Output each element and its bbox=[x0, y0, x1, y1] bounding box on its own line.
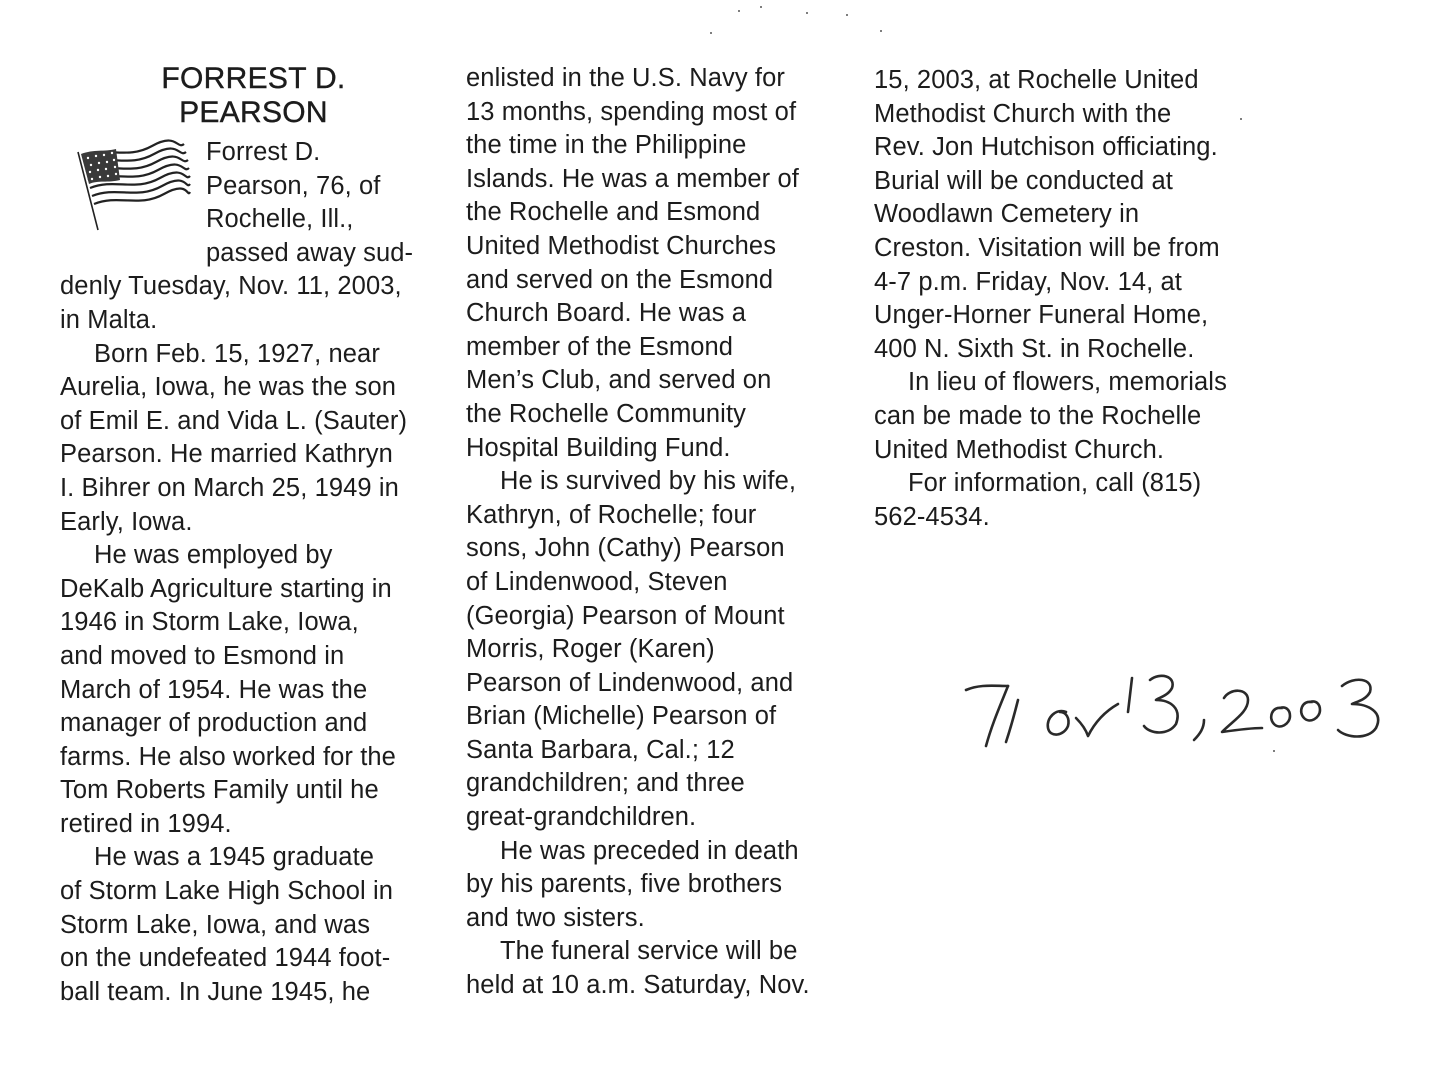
body-line: Burial will be conducted at bbox=[874, 166, 1173, 195]
body-line: For information, call (815) bbox=[908, 469, 1202, 498]
body-line: Forrest D. bbox=[206, 138, 321, 166]
column-2-body bbox=[466, 62, 838, 1003]
scan-speck bbox=[846, 14, 848, 16]
body-line: Brian (Michelle) Pearson of bbox=[466, 702, 777, 731]
body-line: Tom Roberts Family until he bbox=[60, 776, 379, 805]
body-line: of Lindenwood, Steven bbox=[466, 567, 728, 596]
body-line: in Malta. bbox=[60, 305, 158, 334]
scan-speck bbox=[738, 10, 740, 12]
body-line: and moved to Esmond in bbox=[60, 641, 345, 670]
body-line: denly Tuesday, Nov. 11, 2003, bbox=[60, 272, 402, 301]
body-line: In lieu of flowers, memorials bbox=[908, 368, 1227, 397]
body-line: enlisted in the U.S. Navy for bbox=[466, 64, 785, 92]
body-line: Creston. Visitation will be from bbox=[874, 233, 1220, 262]
body-line: I. Bihrer on March 25, 1949 in bbox=[60, 473, 399, 502]
body-line: on the undefeated 1944 foot- bbox=[60, 944, 391, 973]
body-line: grandchildren; and three bbox=[466, 769, 745, 798]
body-line: 15, 2003, at Rochelle United bbox=[874, 66, 1199, 94]
body-line: farms. He also worked for the bbox=[60, 742, 396, 771]
column-3 bbox=[874, 64, 1254, 534]
body-line: Pearson of Lindenwood, and bbox=[466, 668, 794, 697]
body-line: manager of production and bbox=[60, 709, 368, 738]
body-line: Morris, Roger (Karen) bbox=[466, 635, 715, 664]
body-line: Islands. He was a member of bbox=[466, 164, 799, 193]
body-line: the time in the Philippine bbox=[466, 131, 747, 160]
body-line: Born Feb. 15, 1927, near bbox=[94, 339, 380, 368]
body-line: He was preceded in death bbox=[500, 836, 799, 865]
handwritten-date bbox=[960, 660, 1430, 770]
body-line: and served on the Esmond bbox=[466, 265, 774, 294]
body-line: The funeral service will be bbox=[500, 937, 798, 966]
headline-line: FORREST D. bbox=[161, 62, 346, 95]
scan-speck bbox=[1273, 750, 1275, 752]
body-line: great-grandchildren. bbox=[466, 803, 697, 832]
body-line: Aurelia, Iowa, he was the son bbox=[60, 373, 397, 402]
body-line: Pearson, 76, of bbox=[206, 171, 381, 200]
body-line: Rochelle, Ill., bbox=[206, 205, 354, 234]
body-line: Church Board. He was a bbox=[466, 299, 746, 328]
body-line: Kathryn, of Rochelle; four bbox=[466, 500, 757, 529]
column-3-body bbox=[874, 64, 1254, 534]
body-line: held at 10 a.m. Saturday, Nov. bbox=[466, 971, 810, 1000]
body-line: ball team. In June 1945, he bbox=[60, 977, 371, 1006]
body-line: the Rochelle Community bbox=[466, 399, 746, 428]
body-line: He is survived by his wife, bbox=[500, 467, 797, 496]
body-line: member of the Esmond bbox=[466, 332, 734, 361]
body-line: Santa Barbara, Cal.; 12 bbox=[466, 735, 735, 764]
body-line: Woodlawn Cemetery in bbox=[874, 200, 1140, 229]
scan-speck bbox=[760, 6, 762, 8]
body-line: can be made to the Rochelle bbox=[874, 401, 1202, 430]
scan-speck bbox=[806, 12, 808, 14]
body-line: Methodist Church with the bbox=[874, 99, 1172, 128]
scan-speck bbox=[880, 30, 882, 32]
scan-speck bbox=[710, 32, 712, 34]
body-line: 562-4534. bbox=[874, 502, 990, 531]
body-line: March of 1954. He was the bbox=[60, 675, 368, 704]
scan-speck bbox=[1240, 118, 1242, 120]
column-1-body bbox=[60, 270, 435, 1009]
body-line: the Rochelle and Esmond bbox=[466, 198, 761, 227]
body-line: Pearson. He married Kathryn bbox=[60, 440, 393, 469]
body-line: 4-7 p.m. Friday, Nov. 14, at bbox=[874, 267, 1182, 296]
body-line: United Methodist Churches bbox=[466, 231, 777, 260]
body-line: 1946 in Storm Lake, Iowa, bbox=[60, 608, 359, 637]
body-line: of Storm Lake High School in bbox=[60, 877, 394, 906]
body-line: He was a 1945 graduate bbox=[94, 843, 375, 872]
body-line: and two sisters. bbox=[466, 903, 645, 932]
body-line: United Methodist Church. bbox=[874, 435, 1165, 464]
body-line: retired in 1994. bbox=[60, 809, 232, 838]
body-line: Rev. Jon Hutchison officiating. bbox=[874, 133, 1218, 162]
body-line: (Georgia) Pearson of Mount bbox=[466, 601, 785, 630]
column-1 bbox=[60, 62, 435, 1009]
body-line: Hospital Building Fund. bbox=[466, 433, 731, 462]
body-line: He was employed by bbox=[94, 541, 333, 570]
body-line: 400 N. Sixth St. in Rochelle. bbox=[874, 334, 1195, 363]
body-line: of Emil E. and Vida L. (Sauter) bbox=[60, 406, 408, 435]
body-line: Early, Iowa. bbox=[60, 507, 193, 536]
body-line: by his parents, five brothers bbox=[466, 870, 783, 899]
body-line: passed away sud- bbox=[206, 238, 414, 267]
body-line: DeKalb Agriculture starting in bbox=[60, 574, 392, 603]
headline-line: PEARSON bbox=[179, 96, 328, 129]
column-2 bbox=[466, 62, 838, 1003]
american-flag-icon bbox=[72, 138, 192, 233]
obituary-headline bbox=[60, 62, 435, 130]
body-line: Men’s Club, and served on bbox=[466, 366, 772, 395]
body-line: Unger-Horner Funeral Home, bbox=[874, 301, 1209, 330]
body-line: 13 months, spending most of bbox=[466, 97, 797, 126]
body-line: Storm Lake, Iowa, and was bbox=[60, 910, 371, 939]
body-line: sons, John (Cathy) Pearson bbox=[466, 534, 785, 563]
